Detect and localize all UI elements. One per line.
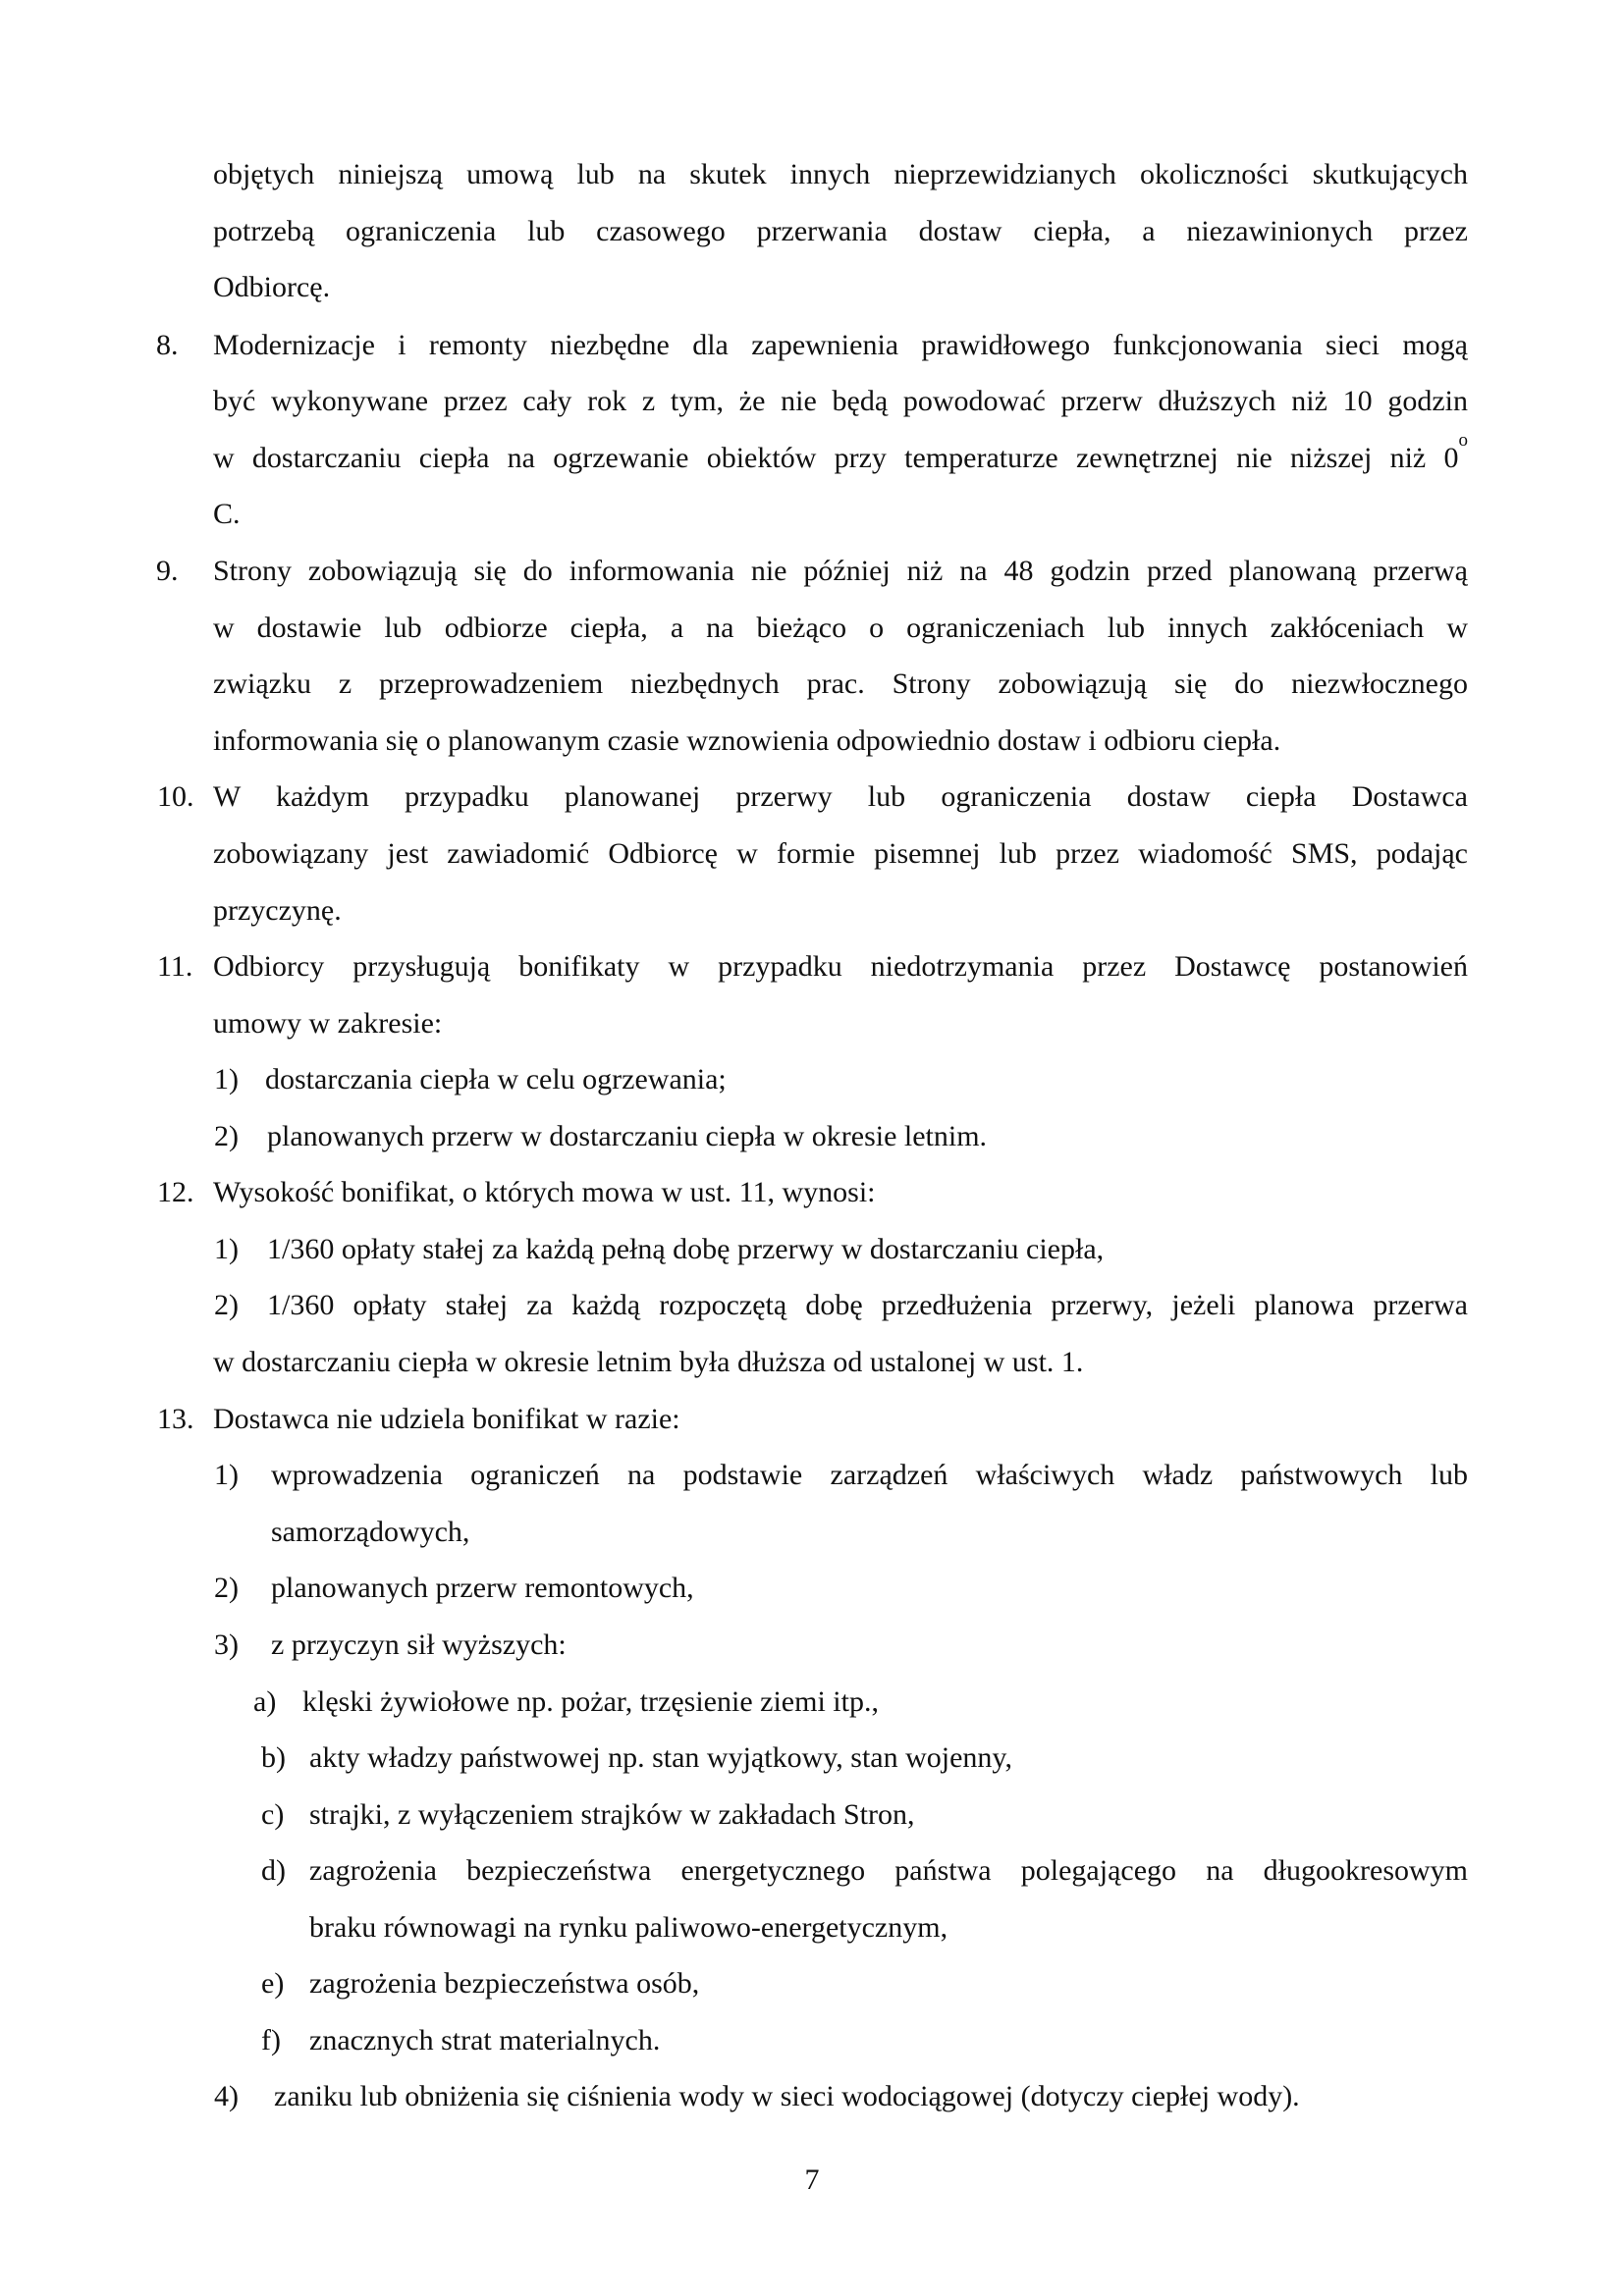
letter-item-label: f) bbox=[261, 2024, 281, 2056]
letter-item-label: c) bbox=[261, 1798, 285, 1831]
paragraph-line: Odbiorcy przysługują bonifikaty w przypadku niedotrzymania przez Dostawcę postanowień bbox=[213, 950, 1468, 983]
paragraph-line: zobowiązany jest zawiadomić Odbiorcę w formie pisemnej lub przez wiadomość SMS, podając bbox=[213, 837, 1468, 870]
item-number: 10. bbox=[157, 780, 194, 813]
paragraph-line bbox=[213, 430, 1468, 476]
subitem-number: 2) bbox=[214, 1289, 239, 1321]
subitem-number: 2) bbox=[214, 1120, 239, 1152]
degree-superscript: o bbox=[1458, 430, 1468, 451]
subitem-line: planowanych przerw remontowych, bbox=[271, 1572, 694, 1604]
subitem-line: z przyczyn sił wyższych: bbox=[271, 1629, 567, 1661]
subitem-number: 1) bbox=[214, 1233, 239, 1265]
item-number: 8. bbox=[156, 329, 179, 361]
paragraph-line: Dostawca nie udziela bonifikat w razie: bbox=[213, 1403, 680, 1435]
subitem-line: 1/360 opłaty stałej za każdą pełną dobę przerwy w dostarczaniu ciepła, bbox=[267, 1233, 1105, 1265]
paragraph-line: umowy w zakresie: bbox=[213, 1007, 443, 1040]
subitem-line: samorządowych, bbox=[271, 1516, 470, 1548]
paragraph-line: objętych niniejszą umową lub na skutek innych nieprzewidzianych okoliczności skutkujących bbox=[213, 158, 1468, 190]
subitem-line: zaniku lub obniżenia się ciśnienia wody w sieci wodociągowej (dotyczy ciepłej wody). bbox=[274, 2080, 1300, 2112]
paragraph-line: przyczynę. bbox=[213, 894, 342, 927]
letter-item-line: braku równowagi na rynku paliwowo-energetycznym, bbox=[309, 1911, 948, 1944]
subitem-number: 3) bbox=[214, 1629, 239, 1661]
paragraph-line: w dostawie lub odbiorze ciepła, a na bieżąco o ograniczeniach lub innych zakłóceniach w bbox=[213, 612, 1468, 644]
letter-item-line: zagrożenia bezpieczeństwa energetycznego państwa polegającego na długookresowym bbox=[309, 1854, 1468, 1887]
item-number: 9. bbox=[156, 555, 179, 587]
paragraph-line: Modernizacje i remonty niezbędne dla zapewnienia prawidłowego funkcjonowania sieci mogą bbox=[213, 329, 1468, 361]
item-number: 13. bbox=[157, 1403, 194, 1435]
subitem-line: dostarczania ciepła w celu ogrzewania; bbox=[265, 1063, 727, 1095]
subitem-number: 4) bbox=[214, 2080, 239, 2112]
paragraph-line-text: w dostarczaniu ciepła na ogrzewanie obiektów przy temperaturze zewnętrznej nie niższej niż 0 bbox=[213, 442, 1459, 474]
letter-item-label: e) bbox=[261, 1967, 285, 2000]
letter-item-label: b) bbox=[261, 1741, 286, 1774]
subitem-number: 1) bbox=[214, 1459, 239, 1491]
letter-item-line: znacznych strat materialnych. bbox=[309, 2024, 661, 2056]
subitem-line: w dostarczaniu ciepła w okresie letnim była dłuższa od ustalonej w ust. 1. bbox=[213, 1346, 1084, 1378]
paragraph-line: Wysokość bonifikat, o których mowa w ust. 11, wynosi: bbox=[213, 1176, 876, 1208]
paragraph-line: związku z przeprowadzeniem niezbędnych prac. Strony zobowiązują się do niezwłocznego bbox=[213, 667, 1468, 700]
paragraph-line: być wykonywane przez cały rok z tym, że nie będą powodować przerw dłuższych niż 10 godzin bbox=[213, 385, 1468, 417]
paragraph-line: Odbiorcę. bbox=[213, 271, 331, 303]
paragraph-line: potrzebą ograniczenia lub czasowego przerwania dostaw ciepła, a niezawinionych przez bbox=[213, 215, 1468, 247]
letter-item-label: a) bbox=[253, 1685, 277, 1718]
paragraph-line: Strony zobowiązują się do informowania nie później niż na 48 godzin przed planowaną przerwą bbox=[213, 555, 1468, 587]
letter-item-line: klęski żywiołowe np. pożar, trzęsienie ziemi itp., bbox=[302, 1685, 879, 1718]
item-number: 12. bbox=[157, 1176, 194, 1208]
paragraph-line: informowania się o planowanym czasie wznowienia odpowiednio dostaw i odbioru ciepła. bbox=[213, 724, 1281, 757]
letter-item-label: d) bbox=[261, 1854, 286, 1887]
subitem-number: 2) bbox=[214, 1572, 239, 1604]
letter-item-line: akty władzy państwowej np. stan wyjątkowy, stan wojenny, bbox=[309, 1741, 1012, 1774]
paragraph-line: C. bbox=[213, 498, 241, 530]
subitem-line: wprowadzenia ograniczeń na podstawie zarządzeń właściwych władz państwowych lub bbox=[271, 1459, 1468, 1491]
subitem-line: 1/360 opłaty stałej za każdą rozpoczętą dobę przedłużenia przerwy, jeżeli planowa przerwa bbox=[267, 1289, 1468, 1321]
letter-item-line: strajki, z wyłączeniem strajków w zakładach Stron, bbox=[309, 1798, 915, 1831]
paragraph-line: W każdym przypadku planowanej przerwy lub ograniczenia dostaw ciepła Dostawca bbox=[213, 780, 1468, 813]
letter-item-line: zagrożenia bezpieczeństwa osób, bbox=[309, 1967, 700, 2000]
subitem-line: planowanych przerw w dostarczaniu ciepła w okresie letnim. bbox=[267, 1120, 988, 1152]
subitem-number: 1) bbox=[214, 1063, 239, 1095]
item-number: 11. bbox=[157, 950, 193, 983]
page-number: 7 bbox=[804, 2163, 820, 2196]
